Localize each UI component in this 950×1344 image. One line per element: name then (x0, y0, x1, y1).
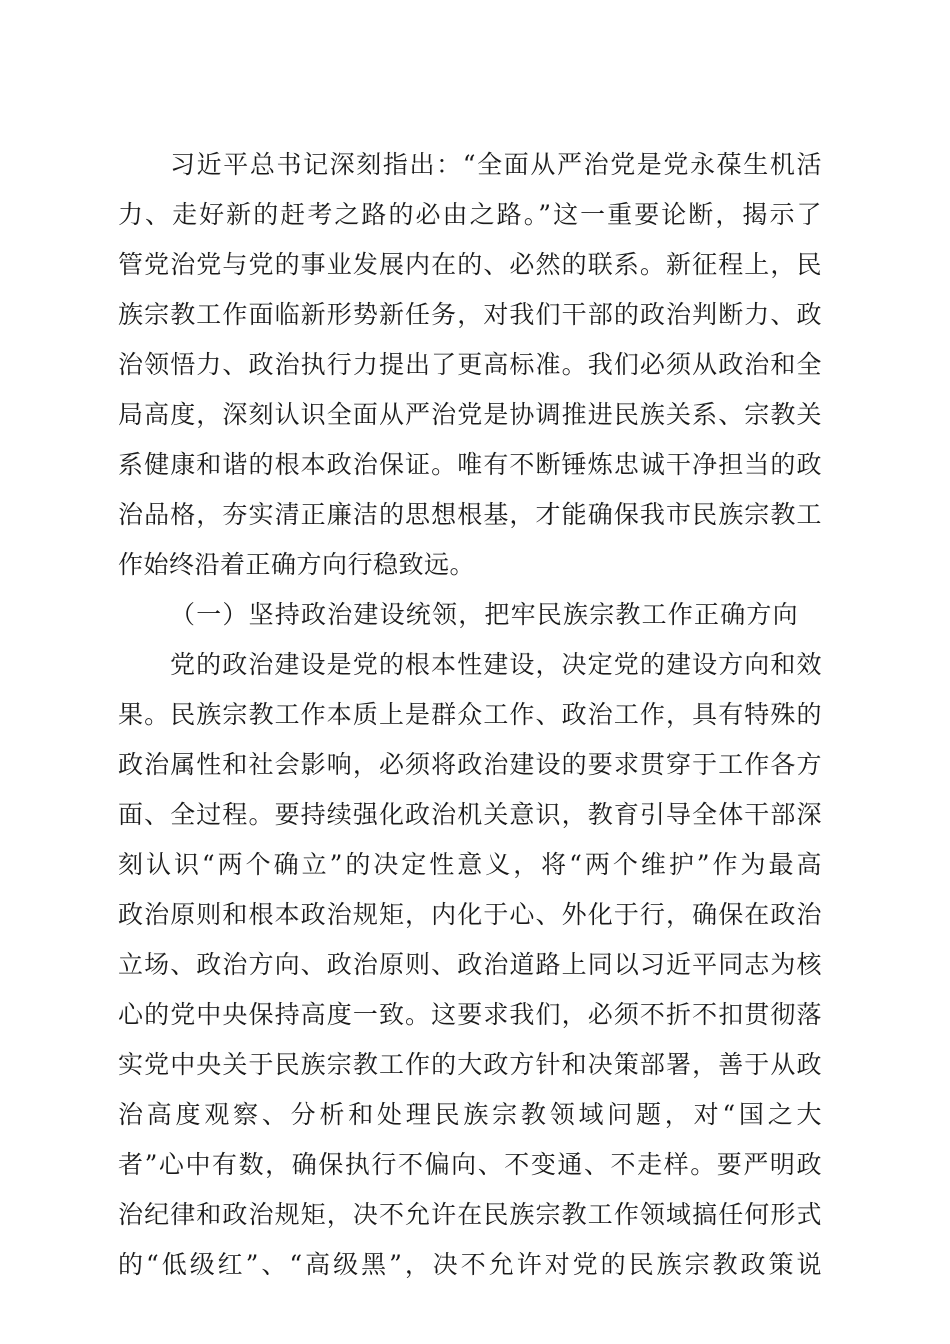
text-line: 治领悟力、政治执行力提出了更高标准。我们必须从政治和全 (118, 350, 822, 379)
text-line: 局高度，深刻认识全面从严治党是协调推进民族关系、宗教关 (118, 400, 822, 429)
text-line: 者”心中有数，确保执行不偏向、不变通、不走样。要严明政 (118, 1150, 822, 1179)
text-line: 力、走好新的赶考之路的必由之路。”这一重要论断，揭示了 (118, 200, 822, 229)
text-line: 族宗教工作面临新形势新任务，对我们干部的政治判断力、政 (118, 300, 822, 329)
section-heading: （一）坚持政治建设统领，把牢民族宗教工作正确方向 (170, 600, 799, 629)
text-line: 政治原则和根本政治规矩，内化于心、外化于行，确保在政治 (118, 900, 822, 929)
text-line: 管党治党与党的事业发展内在的、必然的联系。新征程上，民 (118, 250, 822, 279)
text-line: 党的政治建设是党的根本性建设，决定党的建设方向和效 (170, 650, 822, 679)
text-line: 政治属性和社会影响，必须将政治建设的要求贯穿于工作各方 (118, 750, 822, 779)
text-line: 心的党中央保持高度一致。这要求我们，必须不折不扣贯彻落 (118, 1000, 822, 1029)
text-line: 面、全过程。要持续强化政治机关意识，教育引导全体干部深 (118, 800, 822, 829)
text-line: 治纪律和政治规矩，决不允许在民族宗教工作领域搞任何形式 (118, 1200, 822, 1229)
text-line: 果。民族宗教工作本质上是群众工作、政治工作，具有特殊的 (118, 700, 822, 729)
text-line: 实党中央关于民族宗教工作的大政方针和决策部署，善于从政 (118, 1050, 822, 1079)
text-line: 系健康和谐的根本政治保证。唯有不断锤炼忠诚干净担当的政 (118, 450, 822, 479)
text-line: 治品格，夯实清正廉洁的思想根基，才能确保我市民族宗教工 (118, 500, 822, 529)
text-line: 立场、政治方向、政治原则、政治道路上同以习近平同志为核 (118, 950, 822, 979)
text-line: 刻认识“两个确立”的决定性意义，将“两个维护”作为最高 (118, 850, 822, 879)
text-line: 治高度观察、分析和处理民族宗教领域问题，对“国之大 (118, 1100, 822, 1129)
text-line: 作始终沿着正确方向行稳致远。 (118, 550, 476, 579)
text-line: 的“低级红”、“高级黑”，决不允许对党的民族宗教政策说 (118, 1250, 822, 1279)
text-line: 习近平总书记深刻指出：“全面从严治党是党永葆生机活 (170, 150, 822, 179)
